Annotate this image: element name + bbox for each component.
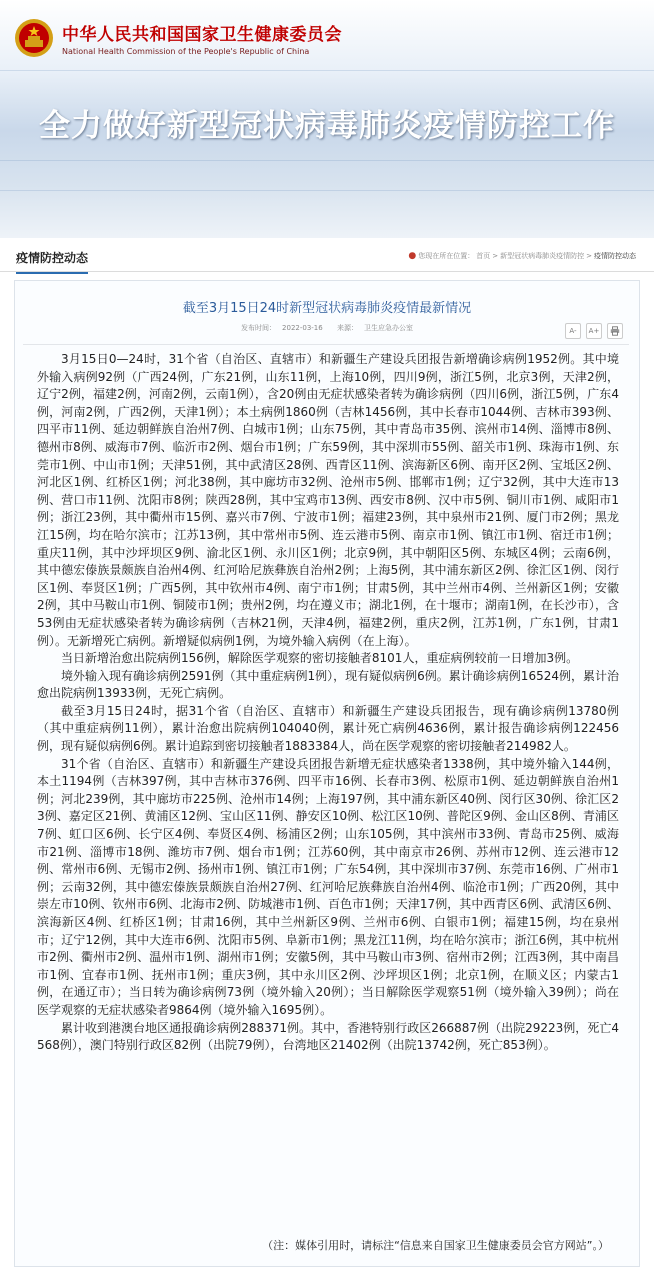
article-meta [15, 323, 639, 333]
org-name-en: National Health Commission of the People's Republic of China [62, 47, 310, 56]
date-label: 发布时间： [241, 324, 277, 332]
paragraph-imported: 境外输入现有确诊病例2591例（其中重症病例1例），现有疑似病例6例。累计确诊病例16524例，累计治愈出院病例13933例，无死亡病例。 [37, 668, 619, 701]
site-logo[interactable] [14, 18, 342, 58]
publish-date: 2022-03-16 [282, 324, 323, 332]
national-emblem-icon [14, 18, 54, 58]
article-body [37, 351, 619, 1055]
font-increase-button[interactable]: A+ [586, 323, 602, 339]
banner-stripe [0, 70, 654, 71]
breadcrumb-separator: > [492, 252, 499, 260]
font-decrease-button[interactable]: A- [565, 323, 581, 339]
banner-slogan: 全力做好新型冠状病毒肺炎疫情防控工作 [39, 108, 615, 144]
breadcrumb-item-epidemic[interactable]: 新型冠状病毒肺炎疫情防控 [500, 252, 585, 260]
paragraph-hk-macao-taiwan: 累计收到港澳台地区通报确诊病例288371例。其中，香港特别行政区266887例（出院29223例，死亡4568例），澳门特别行政区82例（出院79例），台湾地区21402例（出院13742例，死亡853例）。 [37, 1020, 619, 1053]
section-nav [0, 238, 654, 274]
paragraph-new-cases: 3月15日0—24时，31个省（自治区、直辖市）和新疆生产建设兵团报告新增确诊病例1952例。其中境外输入病例92例（广西24例，广东21例，山东11例，上海10例，四川9例，浙江5例，北京3例，天津2例，辽宁2例，福建2例，河南2例，云南1例），含20例由无症状感染者转为确诊病例（四川6例，浙江5例，广东4例，河南2例，广西2例，天津1例）；本土病例1860例（吉林1456例，其中长春市1044例、吉林市393例、四平市11例、延边朝鲜族自治州7例、白城市1例；山东75例，其中青岛市35例、滨州市14例、淄博市8例、德州市8例、威海市7例、临沂市2例、烟台市1例；广东59例，其中深圳市55例、韶关市1例、珠海市1例、东莞市1例、中山市1例；天津51例，其中武清区28例、西青区11例、滨海新区6例、南开区2例、宝坻区2例、河北区1例、红桥区1例；河北38例，其中廊坊市32例、沧州市5例、邯郸市1例；辽宁32例，其中大连市13例、营口市11例、沈阳市8例；陕西28例，其中宝鸡市13例、西安市8例、汉中市5例、铜川市1例、咸阳市1例；浙江23例，其中衢州市15例、嘉兴市7例、宁波市1例；福建23例，其中泉州市21例、厦门市2例；黑龙江15例，均在哈尔滨市；江苏13例，其中常州市5例、连云港市5例、南京市1例、镇江市1例、宿迁市1例；重庆11例，其中沙坪坝区9例、渝北区1例、永川区1例；北京9例，其中朝阳区5例、东城区4例；云南6例，其中德宏傣族景颇族自治州4例、红河哈尼族彝族自治州2例；上海5例，其中浦东新区2例、徐汇区1例、闵行区1例、奉贤区1例；广西5例，其中钦州市4例、南宁市1例；甘肃5例，其中兰州市4例、兰州新区1例；安徽2例，其中马鞍山市1例、铜陵市1例；贵州2例，均在遵义市；湖北1例，在十堰市；湖南1例，在长沙市），含53例由无症状感染者转为确诊病例（吉林21例，天津4例，福建2例，重庆2例，江苏1例，广东1例，甘肃1例）。无新增死亡病例。新增疑似病例1例，为境外输入病例（在上海）。 [37, 352, 619, 648]
paragraph-cumulative: 截至3月15日24时，据31个省（自治区、直辖市）和新疆生产建设兵团报告，现有确诊病例13780例（其中重症病例11例），累计治愈出院病例104040例，累计死亡病例4636例，累计报告确诊病例122456例，现有疑似病例6例。累计追踪到密切接触者1883384人，尚在医学观察的密切接触者214982人。 [37, 703, 619, 754]
article-title: 截至3月15日24时新型冠状病毒肺炎疫情最新情况 [182, 301, 472, 316]
source-label: 来源： [336, 324, 358, 332]
location-pin-icon: ● [408, 251, 417, 261]
title-divider [23, 344, 629, 345]
breadcrumb [408, 251, 636, 261]
breadcrumb-item-current[interactable]: 疫情防控动态 [594, 252, 636, 260]
breadcrumb-prefix: 您现在所在位置： [418, 252, 475, 260]
print-button[interactable] [607, 323, 623, 339]
media-citation-note: （注：媒体引用时，请标注“信息来自国家卫生健康委员会官方网站”。） [262, 1239, 609, 1252]
banner-stripe [0, 190, 654, 191]
header-banner [0, 0, 654, 238]
article-card [14, 280, 640, 1267]
paragraph-asymptomatic: 31个省（自治区、直辖市）和新疆生产建设兵团报告新增无症状感染者1338例，其中境外输入144例，本土1194例（吉林397例，其中吉林市376例、四平市16例、长春市3例、松原市1例、延边朝鲜族自治州1例；河北239例，其中廊坊市225例、沧州市14例；上海197例，其中浦东新区40例、闵行区30例、徐汇区23例、嘉定区21例、黄浦区12例、宝山区11例、静安区10例、松江区10例、普陀区9例、金山区8例、青浦区7例、虹口区6例、长宁区4例、奉贤区4例、杨浦区2例；山东105例，其中滨州市33例、青岛市25例、威海市21例、淄博市18例、潍坊市7例、烟台市1例；江苏60例，其中南京市26例、苏州市12例、连云港市12例、常州市6例、无锡市2例、扬州市1例、镇江市1例；广东54例，其中深圳市37例、东莞市16例、广州市1例；云南32例，其中德宏傣族景颇族自治州27例、红河哈尼族彝族自治州4例、临沧市1例；广西20例，其中崇左市10例、钦州市6例、北海市2例、防城港市1例、百色市1例；天津17例，其中西青区6例、武清区6例、滨海新区4例、红桥区1例；甘肃16例，其中兰州新区9例、兰州市6例、白银市1例；福建15例，均在泉州市；辽宁12例，其中大连市6例、沈阳市5例、阜新市1例；黑龙江11例，均在哈尔滨市；浙江6例，其中杭州市2例、衢州市2例、温州市1例、湖州市1例；安徽5例，其中马鞍山市3例、宿州市2例；江西3例，其中南昌市1例、宜春市1例、抚州市1例；重庆3例，其中永川区2例、沙坪坝区1例；北京1例，在顺义区；内蒙古1例，在通辽市）；当日转为确诊病例73例（境外输入20例）；当日解除医学观察51例（境外输入39例）；尚在医学观察的无症状感染者9864例（境外输入1695例）。 [37, 756, 619, 1017]
section-title[interactable]: 疫情防控动态 [16, 249, 88, 274]
org-name-cn: 中华人民共和国国家卫生健康委员会 [62, 25, 342, 45]
breadcrumb-item-home[interactable]: 首页 [476, 252, 491, 260]
banner-stripe [0, 160, 654, 161]
article-source: 卫生应急办公室 [363, 324, 413, 332]
paragraph-recovered: 当日新增治愈出院病例156例，解除医学观察的密切接触者8101人，重症病例较前一日增加3例。 [61, 651, 579, 666]
article-tools [565, 323, 623, 339]
nav-divider [0, 271, 654, 272]
breadcrumb-separator: > [586, 252, 592, 260]
print-icon [610, 326, 620, 336]
